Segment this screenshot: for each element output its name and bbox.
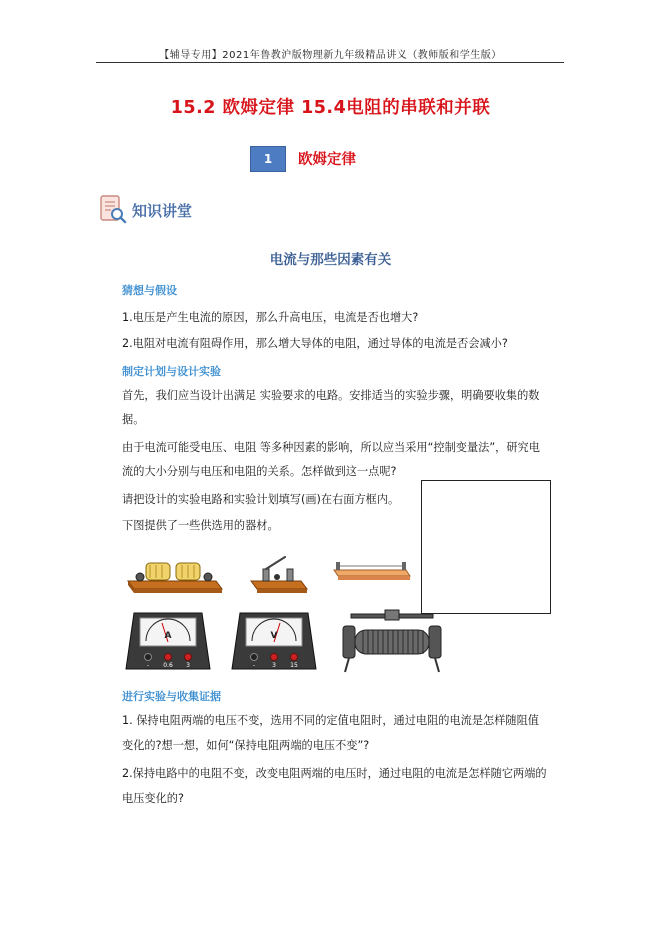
ammeter-terminal-3: 3 — [186, 662, 190, 669]
experiment-heading: 进行实验与收集证据 — [122, 690, 221, 703]
plan-paragraph-2-line-1: 由于电流可能受电压、电阻 等多种因素的影响，所以应当采用“控制变量法”，研究电 — [122, 441, 540, 454]
ammeter-terminal-06: 0.6 — [163, 662, 173, 669]
guess-item-1: 1.电压是产生电流的原因，那么升高电压，电流是否也增大? — [122, 311, 419, 324]
voltmeter-symbol: V — [270, 631, 278, 641]
plan-paragraph-4: 下图提供了一些供选用的器材。 — [122, 519, 279, 532]
voltmeter-terminal-3: 3 — [272, 662, 276, 669]
ammeter-illustration — [124, 611, 212, 671]
page-header: 【辅导专用】2021年鲁教沪版物理新九年级精品讲义（教师版和学生版） — [159, 50, 502, 61]
page-title: 15.2 欧姆定律 15.4电阻的串联和并联 — [170, 98, 491, 118]
experiment-question-1-line-1: 1. 保持电阻两端的电压不变，选用不同的定值电阻时，通过电阻的电流是怎样随阻值 — [122, 714, 539, 727]
experiment-question-2-line-2: 电压变化的? — [122, 792, 184, 805]
plan-paragraph-2-line-2: 流的大小分别与电压和电阻的关系。怎样做到这一点呢? — [122, 465, 397, 478]
topic-subtitle: 电流与那些因素有关 — [269, 252, 392, 268]
slide-wire-illustration — [332, 556, 412, 584]
switch-illustration — [249, 555, 309, 595]
knowledge-title: 知识讲堂 — [132, 202, 193, 220]
rheostat-illustration — [337, 608, 447, 674]
guess-heading: 猜想与假设 — [122, 284, 177, 297]
plan-paragraph-1-line-1: 首先，我们应当设计出满足 实验要求的电路。安排适当的实验步骤，明确要收集的数 — [122, 389, 540, 402]
plan-paragraph-1-line-2: 据。 — [122, 413, 145, 426]
voltmeter-terminal-15: 15 — [290, 662, 298, 669]
plan-paragraph-3: 请把设计的实验电路和实验计划填写(画)在右面方框内。 — [122, 493, 400, 506]
experiment-question-2-line-1: 2.保持电路中的电阻不变，改变电阻两端的电压时，通过电阻的电流是怎样随它两端的 — [122, 767, 547, 780]
voltmeter-terminal-neg: - — [252, 662, 256, 669]
guess-item-2: 2.电阻对电流有阻碍作用，那么增大导体的电阻，通过导体的电流是否会减小? — [122, 337, 508, 350]
experiment-question-1-line-2: 变化的?想一想，如何“保持电阻两端的电压不变”? — [122, 739, 370, 752]
plan-heading: 制定计划与设计实验 — [122, 365, 221, 378]
section-title: 欧姆定律 — [298, 152, 356, 168]
notes-magnifier-icon — [99, 194, 127, 224]
ammeter-symbol: A — [164, 631, 172, 641]
drawing-answer-box[interactable] — [421, 480, 551, 614]
header-rule — [96, 62, 564, 63]
voltmeter-illustration — [230, 611, 318, 671]
section-number-badge: 1 — [250, 146, 286, 172]
resistor-box-illustration — [124, 553, 224, 595]
ammeter-terminal-neg: - — [146, 662, 150, 669]
